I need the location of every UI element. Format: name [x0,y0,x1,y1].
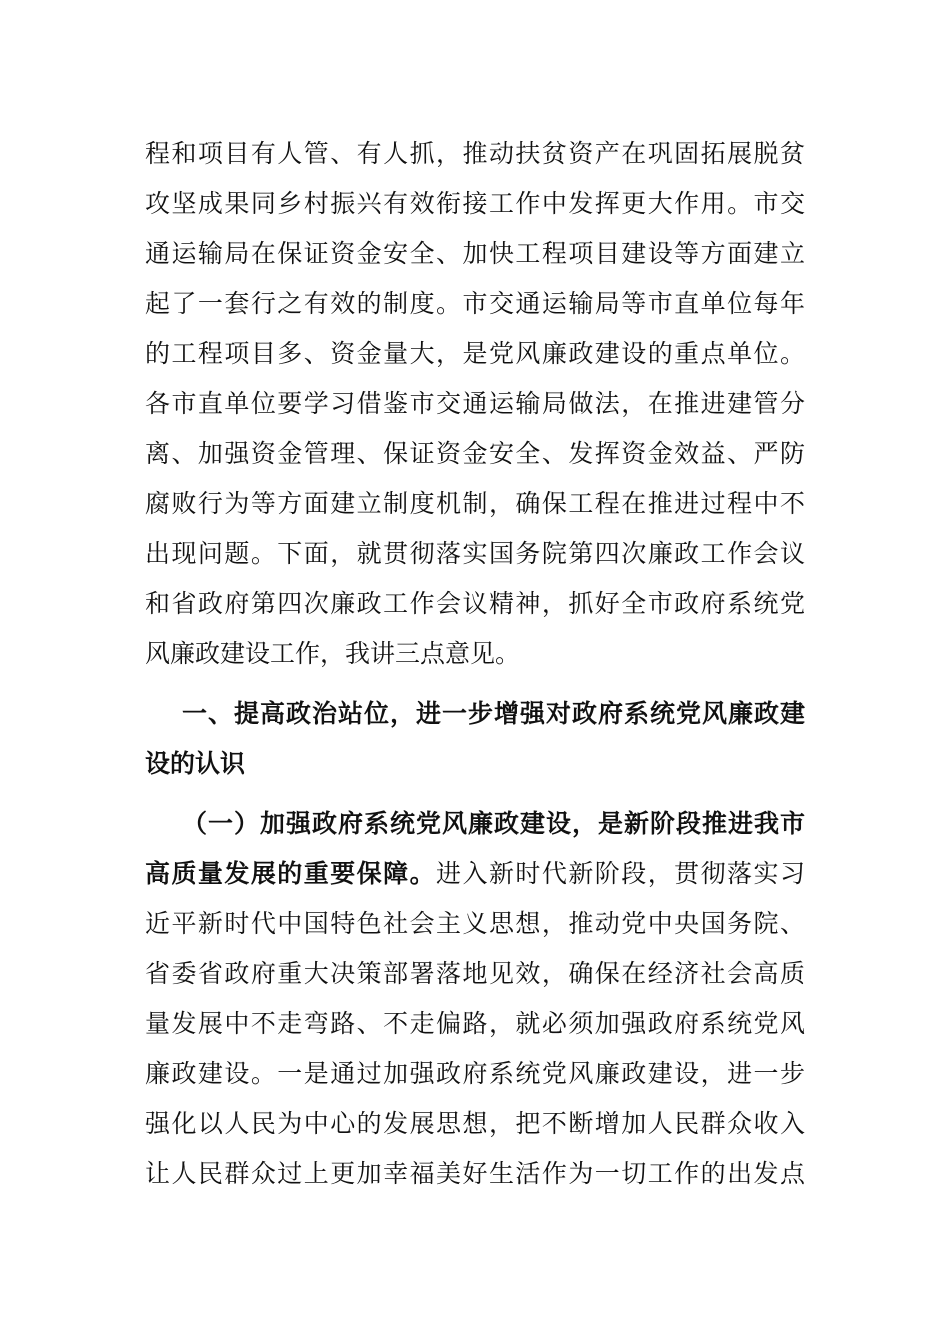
section-heading: 一、提高政治站位，进一步增强对政府系统党风廉政建 [182,699,805,728]
body-text-line: 起了一套行之有效的制度。市交通运输局等市直单位每年 [145,289,805,318]
body-text-line: 腐败行为等方面建立制度机制，确保工程在推进过程中不 [145,489,805,518]
body-text-line: 和省政府第四次廉政工作会议精神，抓好全市政府系统党 [145,589,805,618]
section-heading: 设的认识 [145,749,246,778]
body-text-line: 各市直单位要学习借鉴市交通运输局做法，在推进建管分 [145,389,805,418]
body-text-line: 出现问题。下面，就贯彻落实国务院第四次廉政工作会议 [145,539,805,568]
body-text-line: 离、加强资金管理、保证资金安全、发挥资金效益、严防 [145,439,805,468]
body-text-line: 廉政建设。一是通过加强政府系统党风廉政建设，进一步 [145,1059,805,1088]
body-text-line: 攻坚成果同乡村振兴有效衔接工作中发挥更大作用。市交 [145,189,805,218]
body-text-line: 的工程项目多、资金量大，是党风廉政建设的重点单位。 [145,339,805,368]
body-text-fragment: 进入新时代新阶段，贯彻落实习 [436,859,805,888]
body-text-line: 让人民群众过上更加幸福美好生活作为一切工作的出发点 [145,1159,805,1188]
body-text-line: 风廉政建设工作，我讲三点意见。 [145,639,521,668]
body-text-line: 通运输局在保证资金安全、加快工程项目建设等方面建立 [145,239,805,268]
subsection-heading: （一）加强政府系统党风廉政建设，是新阶段推进我市 [182,809,805,838]
body-text-line: 量发展中不走弯路、不走偏路，就必须加强政府系统党风 [145,1009,805,1038]
subsection-heading-end: 高质量发展的重要保障。 [145,859,437,888]
body-text-line: 强化以人民为中心的发展思想，把不断增加人民群众收入 [145,1109,805,1138]
body-text-line: 程和项目有人管、有人抓，推动扶贫资产在巩固拓展脱贫 [145,139,805,168]
body-text-line: 省委省政府重大决策部署落地见效，确保在经济社会高质 [145,959,805,988]
body-text-line [145,856,805,892]
body-text-line: 近平新时代中国特色社会主义思想，推动党中央国务院、 [145,909,805,938]
